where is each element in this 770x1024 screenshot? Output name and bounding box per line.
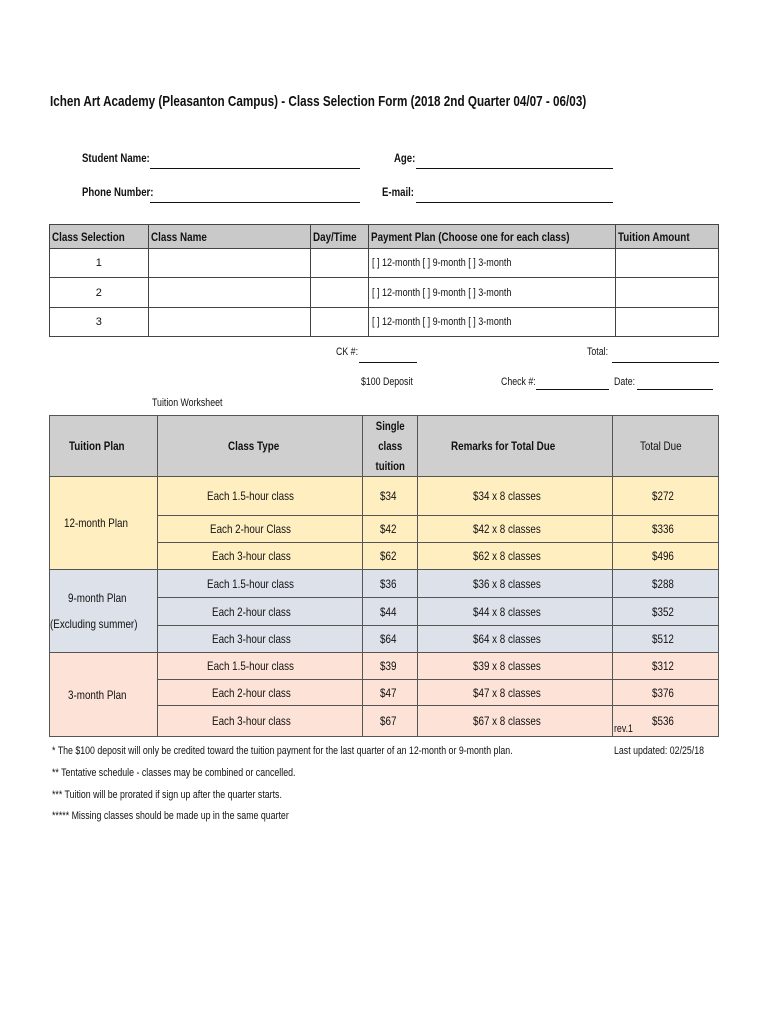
- class-type: Each 1.5-hour class: [157, 653, 362, 680]
- tuition-worksheet-table: [49, 415, 719, 737]
- footnote: ***** Missing classes should be made up in the same quarter: [52, 810, 289, 822]
- total-label: Total:: [587, 346, 609, 358]
- single-tuition: $67: [362, 706, 417, 737]
- class-type: Each 3-hour class: [157, 543, 362, 570]
- header-total-due: Total Due: [612, 416, 718, 477]
- deposit-label: $100 Deposit: [361, 376, 413, 388]
- header-remarks: Remarks for Total Due: [417, 416, 612, 477]
- header-class-name: Class Name: [148, 225, 311, 249]
- single-tuition: $47: [362, 680, 417, 706]
- single-tuition: $39: [362, 653, 417, 680]
- last-updated: Last updated: 02/25/18: [614, 745, 705, 757]
- plan-9-month: 9-month Plan (Excluding summer): [50, 570, 158, 653]
- class-type: Each 2-hour Class: [157, 516, 362, 543]
- class-selection-table: [49, 224, 719, 337]
- student-name-field[interactable]: [150, 168, 360, 169]
- header-tuition-plan: Tuition Plan: [50, 416, 158, 477]
- single-tuition: $62: [362, 543, 417, 570]
- header-class-type: Class Type: [157, 416, 362, 477]
- header-tuition-amount: Tuition Amount: [616, 225, 719, 249]
- phone-field[interactable]: [150, 202, 360, 203]
- total-due: $312: [612, 653, 718, 680]
- class-type: Each 2-hour class: [157, 680, 362, 706]
- header-class-selection: Class Selection: [50, 225, 149, 249]
- single-tuition: $42: [362, 516, 417, 543]
- footnote: ** Tentative schedule - classes may be combined or cancelled.: [52, 767, 296, 779]
- ck-field[interactable]: [359, 362, 417, 363]
- total-due: $336: [612, 516, 718, 543]
- date-field[interactable]: [637, 389, 713, 390]
- header-single-tuition: Single class tuition: [362, 416, 417, 477]
- row-number: 2: [50, 278, 149, 308]
- email-field[interactable]: [416, 202, 613, 203]
- email-label: E-mail:: [382, 185, 415, 199]
- remark: $44 x 8 classes: [417, 598, 612, 626]
- payment-plan-cell[interactable]: [ ] 12-month [ ] 9-month [ ] 3-month: [369, 249, 616, 278]
- plan-12-month: 12-month Plan: [50, 477, 158, 570]
- single-tuition: $44: [362, 598, 417, 626]
- class-name-cell[interactable]: [148, 278, 311, 308]
- total-due: $536: [612, 706, 718, 737]
- single-tuition: $64: [362, 626, 417, 653]
- plan-3-month: 3-month Plan: [50, 653, 158, 737]
- remark: $34 x 8 classes: [417, 477, 612, 516]
- table-row: [50, 653, 719, 680]
- payment-plan-cell[interactable]: [ ] 12-month [ ] 9-month [ ] 3-month: [369, 278, 616, 308]
- table-row: [50, 308, 719, 337]
- remark: $64 x 8 classes: [417, 626, 612, 653]
- total-due: $272: [612, 477, 718, 516]
- total-due: $496: [612, 543, 718, 570]
- remark: $42 x 8 classes: [417, 516, 612, 543]
- total-due: $512: [612, 626, 718, 653]
- check-field[interactable]: [536, 389, 609, 390]
- day-time-cell[interactable]: [311, 278, 369, 308]
- row-number: 3: [50, 308, 149, 337]
- header-day-time: Day/Time: [311, 225, 369, 249]
- total-due: $376: [612, 680, 718, 706]
- remark: $36 x 8 classes: [417, 570, 612, 598]
- header-payment-plan: Payment Plan (Choose one for each class): [369, 225, 616, 249]
- total-field[interactable]: [612, 362, 719, 363]
- class-name-cell[interactable]: [148, 249, 311, 278]
- tuition-amount-cell[interactable]: [616, 249, 719, 278]
- table-row: [50, 570, 719, 598]
- remark: $47 x 8 classes: [417, 680, 612, 706]
- table-row: [50, 249, 719, 278]
- footnote: * The $100 deposit will only be credited toward the tuition payment for the last quarter of an 12-month or 9-month plan.: [52, 745, 513, 757]
- check-label: Check #:: [501, 376, 536, 388]
- form-title: Ichen Art Academy (Pleasanton Campus) - Class Selection Form (2018 2nd Quarter 04/07 - 06/03): [50, 93, 587, 110]
- remark: $39 x 8 classes: [417, 653, 612, 680]
- footnote: *** Tuition will be prorated if sign up after the quarter starts.: [52, 789, 282, 801]
- class-type: Each 2-hour class: [157, 598, 362, 626]
- row-number: 1: [50, 249, 149, 278]
- class-type: Each 3-hour class: [157, 706, 362, 737]
- day-time-cell[interactable]: [311, 249, 369, 278]
- revision: rev.1: [614, 723, 633, 735]
- single-tuition: $36: [362, 570, 417, 598]
- student-name-label: Student Name:: [82, 151, 150, 165]
- remark: $67 x 8 classes: [417, 706, 612, 737]
- age-label: Age:: [394, 151, 416, 165]
- table-row: [50, 278, 719, 308]
- class-type: Each 1.5-hour class: [157, 570, 362, 598]
- phone-label: Phone Number:: [82, 185, 154, 199]
- worksheet-caption: Tuition Worksheet: [152, 397, 223, 409]
- single-tuition: $34: [362, 477, 417, 516]
- date-label: Date:: [614, 376, 636, 388]
- age-field[interactable]: [416, 168, 613, 169]
- day-time-cell[interactable]: [311, 308, 369, 337]
- class-type: Each 3-hour class: [157, 626, 362, 653]
- class-type: Each 1.5-hour class: [157, 477, 362, 516]
- table-row: [50, 477, 719, 516]
- payment-plan-cell[interactable]: [ ] 12-month [ ] 9-month [ ] 3-month: [369, 308, 616, 337]
- tuition-amount-cell[interactable]: [616, 308, 719, 337]
- remark: $62 x 8 classes: [417, 543, 612, 570]
- class-name-cell[interactable]: [148, 308, 311, 337]
- ck-label: CK #:: [336, 346, 359, 358]
- tuition-amount-cell[interactable]: [616, 278, 719, 308]
- total-due: $352: [612, 598, 718, 626]
- total-due: $288: [612, 570, 718, 598]
